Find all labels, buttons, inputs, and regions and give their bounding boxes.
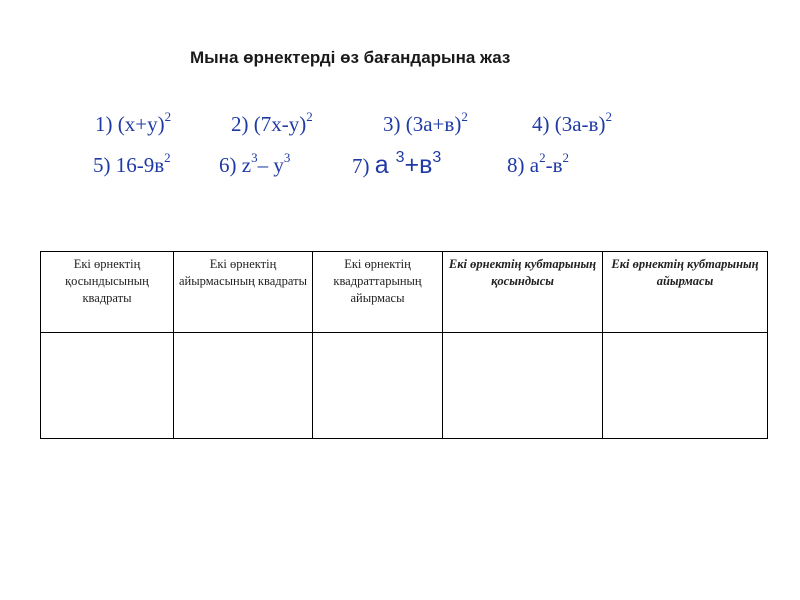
answer-cell-2[interactable] [174, 333, 313, 439]
expression-5: 5) $16-9в^2$ [93, 150, 171, 177]
expression-3: 3) $(3а+в)^2$ [383, 109, 468, 136]
expression-1: 1) $(х+у)^2$ [95, 109, 172, 136]
table-header-row [41, 252, 768, 333]
answer-cell-1[interactable] [41, 333, 174, 439]
header-sum-square: Екі өрнектің қосындысының квадраты [41, 252, 174, 333]
answer-cell-3[interactable] [313, 333, 443, 439]
table-answer-row [41, 333, 768, 439]
header-sum-of-cubes: Екі өрнектің кубтарының қосындысы [443, 252, 603, 333]
page-title: Мына өрнектерді өз бағандарына жаз [190, 48, 511, 67]
expression-8: 8) $а^2-в^2$ [507, 150, 569, 177]
expression-2: 2) $(7х-у)^2$ [231, 109, 313, 136]
header-difference-square: Екі өрнектің айырмасының квадраты [174, 252, 313, 333]
classification-table [40, 251, 768, 439]
answer-cell-4[interactable] [443, 333, 603, 439]
header-difference-of-cubes: Екі өрнектің кубтарының айырмасы [603, 252, 768, 333]
expression-7: 7) а $^3+в^3$ [352, 148, 442, 179]
header-difference-of-squares: Екі өрнектің квадраттарының айырмасы [313, 252, 443, 333]
expression-4: 4) $(3а-в)^2$ [532, 109, 612, 136]
answer-cell-5[interactable] [603, 333, 768, 439]
expression-6: 6) $z^3-$ $у^3$ [219, 150, 291, 177]
